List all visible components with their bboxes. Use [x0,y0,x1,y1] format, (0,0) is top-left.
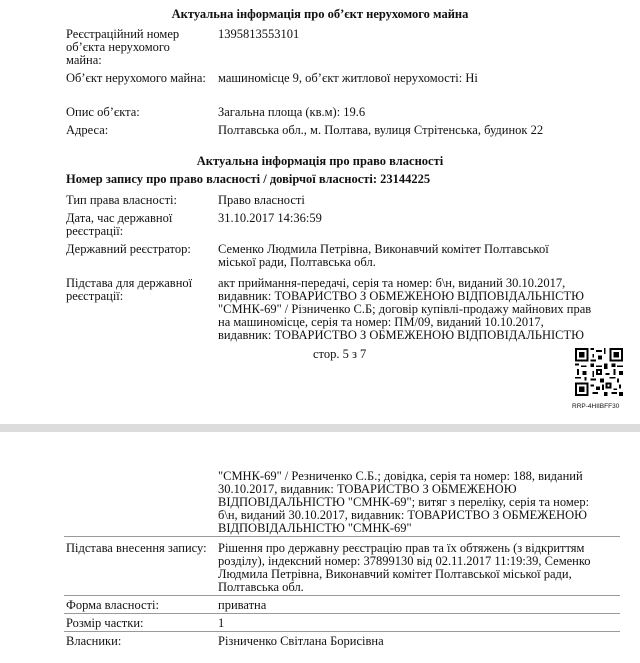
entry-basis-label: Підстава внесення запису: [66,541,207,555]
right-type-label: Тип права власності: [66,193,178,207]
entry-basis-line: розділу), індексний номер: 37899130 від 02.11.2017 11:19:39, Семенко [218,554,591,568]
registration-basis-line: "СМНК-69" / Різниченко С.Б; договір купівлі-продажу майнових прав [218,302,592,316]
registration-number-value: 1395813553101 [218,27,300,41]
right-type-value: Право власності [218,193,305,207]
object-description-value: Загальна площа (кв.м): 19.6 [218,105,366,119]
share-size-label: Розмір частки: [66,616,144,630]
object-section-title: Актуальна інформація про об’єкт нерухомого майна [171,7,469,21]
state-registrar-label: Державний реєстратор: [66,242,191,256]
entry-basis-line: Полтавська обл. [218,580,304,594]
address-value: Полтавська обл., м. Полтава, вулиця Стрітенська, будинок 22 [218,123,544,137]
ownership-form-value: приватна [218,598,267,612]
continuation-line: б\н, виданий 30.10.2017, видавник: ТОВАРИСТВО З ОБМЕЖЕНОЮ [218,508,588,522]
qr-code-icon [575,348,623,396]
entry-basis-line: Рішення про державну реєстрацію прав та їх обтяжень (з відкриттям [218,541,585,555]
registration-basis-line: видавник: ТОВАРИСТВО З ОБМЕЖЕНОЮ ВІДПОВІДАЛЬНІСТЮ [218,289,584,303]
registration-basis-line: на машиномісце, серія та номер: ПМ/09, виданий 10.10.2017, [218,315,544,329]
continuation-line: ВІДПОВІДАЛЬНІСТЮ "СМНК-69" [218,521,412,535]
state-registrar-line: міської ради, Полтавська обл. [218,255,376,269]
ownership-form-label: Форма власності: [66,598,159,612]
registration-basis-label: Підстава для державної реєстрації: [66,276,193,303]
registration-number-label: Реєстраційний номер об’єкта нерухомого майна: [66,27,180,67]
address-label: Адреса: [66,123,109,137]
property-object-label: Об’єкт нерухомого майна: [66,71,206,85]
property-object-value: машиномісце 9, об’єкт житлової нерухомості: Ні [218,71,478,85]
continuation-line: ВІДПОВІДАЛЬНІСТЮ "СМНК-69"; витяг з переліку, серія та номер: [218,495,590,509]
continuation-line: 30.10.2017, видавник: ТОВАРИСТВО З ОБМЕЖЕНОЮ [218,482,517,496]
continuation-line: "СМНК-69" / Резниченко С.Б.; довідка, серія та номер: 188, виданий [218,469,583,483]
registration-basis-line: акт приймання-передачі, серія та номер: б\н, виданий 30.10.2017, [218,276,566,290]
state-registrar-line: Семенко Людмила Петрівна, Виконавчий комітет Полтавської [218,242,549,256]
ownership-record-line: Номер запису про право власності / довірчої власності: 23144225 [66,172,431,186]
owners-label: Власники: [66,634,122,648]
page-number: стор. 5 з 7 [313,347,367,361]
registration-basis-line: видавник: ТОВАРИСТВО З ОБМЕЖЕНОЮ ВІДПОВІДАЛЬНІСТЮ [218,328,584,342]
owners-value: Різниченко Світлана Борисівна [218,634,384,648]
object-description-label: Опис об’єкта: [66,105,140,119]
document-page-2 [0,432,640,663]
page-separator [0,424,640,432]
registration-date-label: Дата, час державної реєстрації: [66,211,173,238]
divider [64,631,620,632]
divider [64,536,620,537]
registration-date-value: 31.10.2017 14:36:59 [218,211,322,225]
divider [64,613,620,614]
right-section-title: Актуальна інформація про право власності [196,154,444,168]
share-size-value: 1 [218,616,225,630]
entry-basis-line: Людмила Петрівна, Виконавчий комітет Полтавської міської ради, [218,567,572,581]
qr-code-label: RRP-4HIIBFF30 [572,403,620,410]
divider [64,595,620,596]
